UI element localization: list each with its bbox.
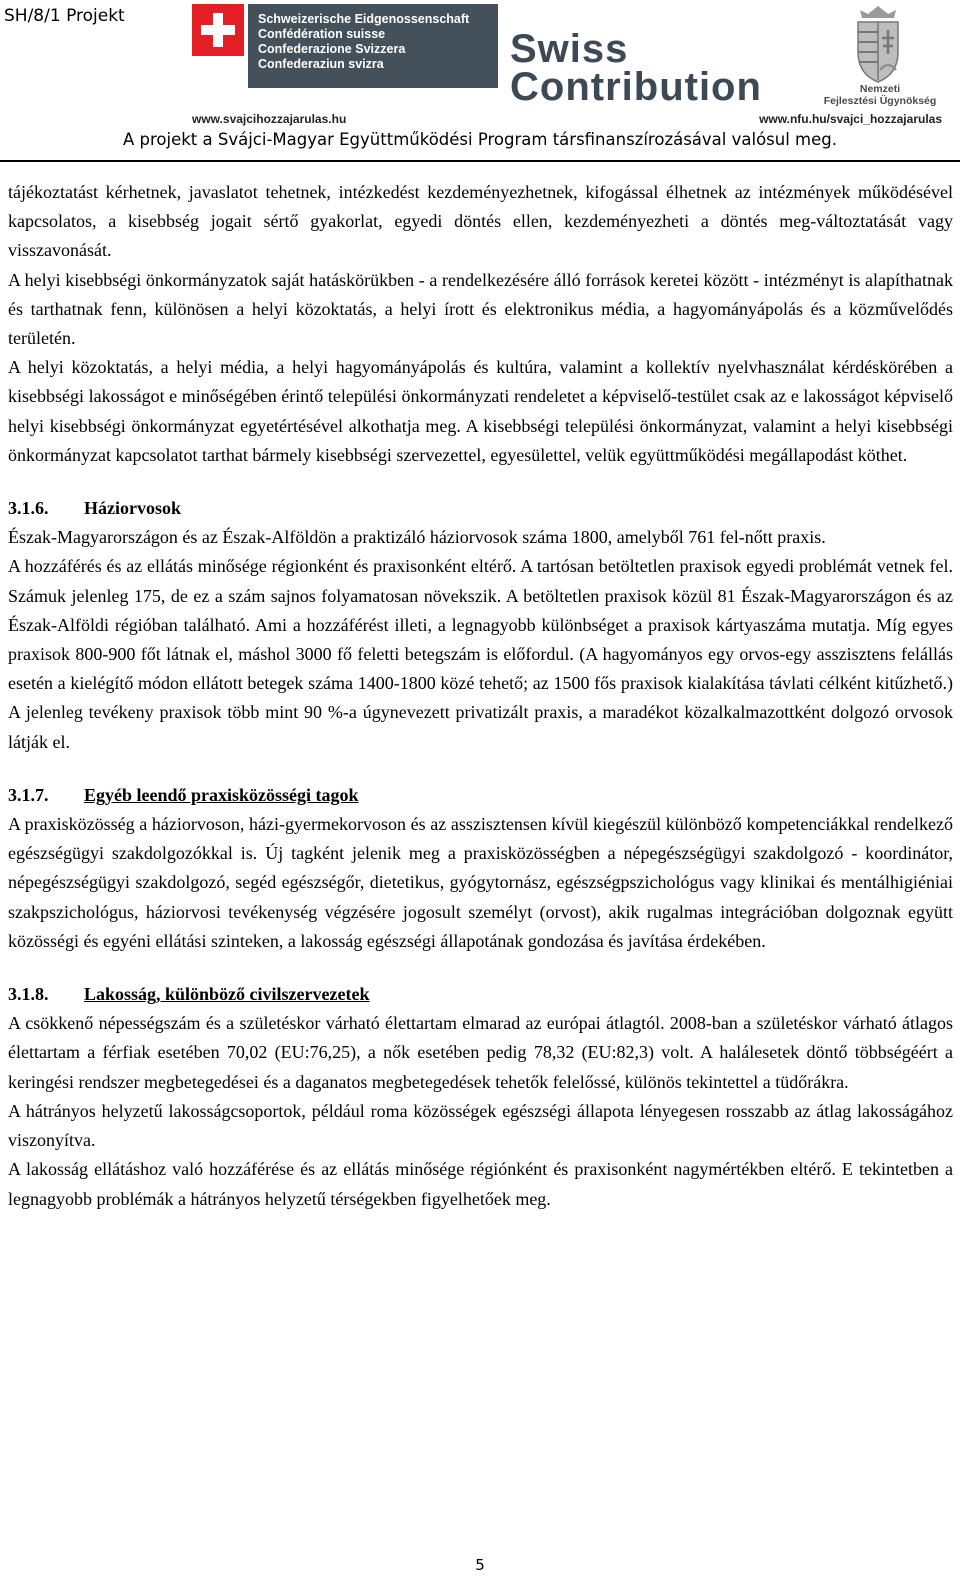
confederation-line-rm: Confederaziun svizra — [258, 57, 384, 71]
paragraph-gp-count: Észak-Magyarországon és az Észak-Alföldön a praktizáló háziorvosok száma 1800, amelyből 761 fel-nőtt praxis. — [8, 527, 826, 548]
brand-line-2: Contribution — [510, 65, 762, 109]
section-heading-3-1-7 — [8, 781, 953, 810]
nfu-agency-name: Nemzeti Fejlesztési Ügynökség — [823, 83, 937, 107]
page-header — [0, 0, 960, 149]
confederation-line-de: Schweizerische Eidgenossenschaft — [258, 12, 470, 26]
confederation-line-it: Confederazione Svizzera — [258, 42, 406, 56]
section-title: Háziorvosok — [84, 498, 181, 519]
paragraph-regional-access: A lakosság ellátáshoz való hozzáférése és az ellátás minősége régiónként és praxisonként nagymértékben eltérő. E tekintetben a legnagyobb problémák a hátrányos helyzetű térségekben figyelhetőek meg. — [8, 1159, 953, 1209]
swiss-contribution-logo — [510, 27, 762, 109]
paragraph-life-expectancy: A csökkenő népességszám és a születéskor várható élettartam elmarad az európai átlagtól. 2008-ban a születéskor várható átlagos élettartam a férfiak esetében 70,02 (EU:76,25), a nők esetében pedig 78,32 (EU:82,3) volt. A halálesetek döntő többségéért a keringési rendszer megbetegedései és a daganatos megbetegedések tehetők felelőssé, különös tekintettel a tüdőrákra. — [8, 1013, 953, 1092]
page-number: 5 — [475, 1556, 485, 1574]
paragraph-gp-access: A hozzáférés és az ellátás minősége régionként és praxisonként eltérő. A tartósan betöltetlen praxisok egyedi problémát vetnek fel. Számuk jelenleg 175, de ez a szám sajnos folyamatosan növekszik. A betöltetlen praxisok közül 81 Észak-Magyarországon és az Észak-Alföldi régióban található. Ami a hozzáférést illeti, a legnagyobb különbséget a praxisok kártyaszáma mutatja. Míg egyes praxisok 800-900 főt látnak el, máshol 3000 fő feletti betegszám is előfordul. (A hagyományos egy orvos-egy asszisztens felállás esetén a kielégítő módon ellátott betegek száma 1400-1800 közé tehető; az 1500 fős praxisok kialakítása távlati célként kitűzhető.) A jelenleg tevékeny praxisok több mint 90 %-a úgynevezett privatizált praxis, a maradékot közalkalmazottként dolgozó orvosok látják el. — [8, 556, 953, 752]
section-number: 3.1.8. — [8, 984, 49, 1005]
section-heading-3-1-6 — [8, 494, 953, 523]
header-divider — [0, 160, 960, 162]
project-code: SH/8/1 Projekt — [4, 6, 125, 26]
paragraph-minority-institutions: A helyi kisebbségi önkormányzatok saját hatáskörükben - a rendelkezésére álló források keretei között - intézményt is alapíthatnak és tarthatnak fenn, különösen a helyi közoktatás, a helyi írott és elektronikus média, a hagyományápolás és a közművelődés területén. — [8, 269, 953, 349]
section-heading-3-1-8 — [8, 980, 953, 1009]
section-title: Lakosság, különböző civilszervezetek — [84, 984, 370, 1005]
swiss-confederation-logo — [248, 4, 498, 88]
paragraph-intro: tájékoztatást kérhetnek, javaslatot tehetnek, intézkedést kezdeményezhetnek, kifogással élhetnek az intézmények működésével kapcsolatos, a kisebbség jogait sértő gyakorlat, egyedi döntés ellen, kezdeményezheti a döntés meg-változtatását vagy visszavonását. — [8, 182, 953, 261]
paragraph-disadvantaged: A hátrányos helyzetű lakosságcsoportok, például roma közösségek egészségi állapota lényegesen rosszabb az átlag lakosságához viszonyítva. — [8, 1100, 953, 1151]
paragraph-minority-rules: A helyi közoktatás, a helyi média, a helyi hagyományápolás és kultúra, valamint a kollektív nyelvhasználat kérdéskörében a kisebbségi lakosságot e minőségében érintő települési önkormányzati rendeletet a képviselő-testület csak az e lakosságot képviselő helyi kisebbségi önkormányzat egyetértésével alkothatja meg. A kisebbségi települési önkormányzat, valamint a helyi kisebbségi önkormányzat kapcsolatot tarthat bármely kisebbségi szervezettel, egyesülettel, velük együttműködési megállapodást köthet. — [8, 357, 953, 465]
section-title: Egyéb leendő praxisközösségi tagok — [84, 784, 359, 805]
section-number: 3.1.6. — [8, 498, 49, 519]
document-body — [8, 178, 953, 1214]
confederation-line-fr: Confédération suisse — [258, 27, 386, 41]
section-number: 3.1.7. — [8, 784, 49, 805]
nfu-url-link[interactable]: www.nfu.hu/svajci_hozzajarulas — [759, 112, 942, 126]
swiss-flag-icon — [192, 4, 244, 56]
brand-line-1: Swiss — [510, 27, 629, 71]
paragraph-practice-members: A praxisközösség a háziorvoson, házi-gyermekorvoson és az asszisztensen kívül kiegészül különböző kompetenciákkal rendelkező egészségügyi szakdolgozókkal is. Új tagként jelenik meg a praxisközösségben a népegészségügyi szakdolgozó - koordinátor, népegészségügyi szakdolgozó, segéd egészségőr, dietetikus, gyógytornász, egészségpszichológus vagy klinikai és mentálhigiéniai szakpszichológus, háziorvosi tevékenység végzésére jogosult személyt (orvost), akik rugalmas integrációban dolgoznak együtt közösségi és egyéni ellátási szinteken, a lakosság egészségi állapotának gondozása és javítása érdekében. — [8, 814, 953, 951]
program-tagline: A projekt a Svájci-Magyar Együttműködési Program társfinanszírozásával valósul meg. — [122, 130, 838, 149]
hungarian-coat-of-arms-icon — [848, 4, 908, 84]
svajci-url-link[interactable]: www.svajcihozzajarulas.hu — [192, 112, 347, 126]
